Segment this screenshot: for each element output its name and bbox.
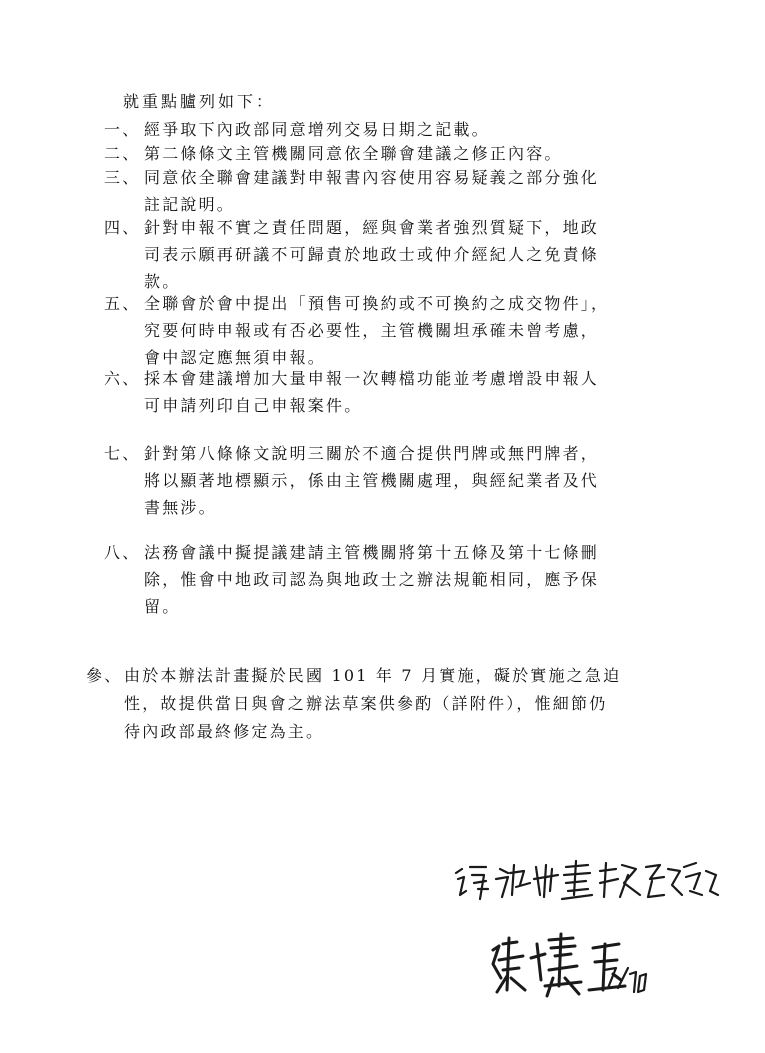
list-item-5 xyxy=(104,290,664,371)
handwritten-note xyxy=(450,855,720,905)
list-item-7 xyxy=(104,440,664,521)
item-line: 經爭取下內政部同意增列交易日期之記載。 xyxy=(144,120,490,139)
item-number: 一、 xyxy=(104,120,141,139)
section-line: 待內政部最終修定為主。 xyxy=(124,722,325,741)
list-item-1 xyxy=(104,116,664,143)
item-line: 針對第八條條文說明三關於不適合提供門牌或無門牌者， xyxy=(144,444,600,463)
item-number: 七、 xyxy=(104,444,141,463)
list-item-8 xyxy=(104,539,664,620)
item-line: 司表示願再研議不可歸責於地政士或仲介經紀人之免責條 xyxy=(144,245,600,264)
item-line: 究要何時申報或有否必要性，主管機關坦承確未曾考慮， xyxy=(144,321,600,340)
list-item-4 xyxy=(104,214,664,295)
item-line: 書無涉。 xyxy=(144,498,217,517)
item-number: 六、 xyxy=(104,369,141,388)
section-number: 參、 xyxy=(86,666,123,685)
item-number: 四、 xyxy=(104,218,141,237)
item-line: 會中認定應無須申報。 xyxy=(144,348,327,367)
item-number: 五、 xyxy=(104,294,141,313)
item-line: 註記說明。 xyxy=(144,195,236,214)
item-line: 全聯會於會中提出「預售可換約或不可換約之成交物件」， xyxy=(144,294,610,313)
section-line: 性，故提供當日與會之辦法草案供參酌（詳附件），惟細節仍 xyxy=(124,694,608,713)
intro-text: 就重點臚列如下： xyxy=(123,92,276,111)
item-line: 採本會建議增加大量申報一次轉檔功能並考慮增設申報人 xyxy=(144,369,600,388)
item-line: 法務會議中擬提議建請主管機關將第十五條及第十七條刪 xyxy=(144,543,600,562)
item-number: 三、 xyxy=(104,168,141,187)
list-item-6 xyxy=(104,365,664,419)
handwritten-date xyxy=(600,962,648,998)
item-line: 第二條條文主管機關同意依全聯會建議之修正內容。 xyxy=(144,144,563,163)
item-line: 款。 xyxy=(144,272,181,291)
item-line: 將以顯著地標顯示，係由主管機關處理，與經紀業者及代 xyxy=(144,471,600,490)
list-item-3 xyxy=(104,164,664,218)
section-three xyxy=(86,662,676,746)
item-line: 留。 xyxy=(144,597,181,616)
item-line: 可申請列印自己申報案件。 xyxy=(144,396,363,415)
item-number: 八、 xyxy=(104,543,141,562)
item-number: 二、 xyxy=(104,144,141,163)
section-line: 由於本辦法計畫擬於民國 101 年 7 月實施，礙於實施之急迫 xyxy=(124,666,622,685)
item-line: 除，惟會中地政司認為與地政士之辦法規範相同，應予保 xyxy=(144,570,600,589)
item-line: 針對申報不實之責任問題，經與會業者強烈質疑下，地政 xyxy=(144,218,600,237)
item-line: 同意依全聯會建議對申報書內容使用容易疑義之部分強化 xyxy=(144,168,600,187)
list-item-2 xyxy=(104,140,664,167)
